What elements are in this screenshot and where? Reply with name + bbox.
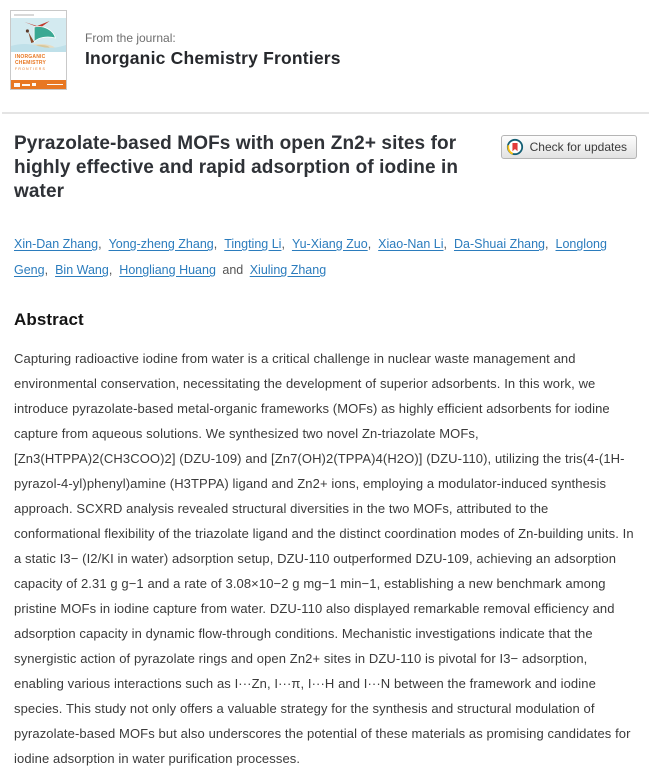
author-link[interactable]: Xin-Dan Zhang xyxy=(14,237,99,251)
author-separator: , xyxy=(213,237,218,251)
check-for-updates-button[interactable] xyxy=(501,135,637,159)
author-separator: , xyxy=(443,237,447,251)
journal-meta xyxy=(85,31,341,69)
journal-name-link[interactable]: Inorganic Chemistry Frontiers xyxy=(85,48,341,68)
journal-cover-thumbnail[interactable] xyxy=(10,10,67,90)
author-link[interactable]: Bin Wang xyxy=(55,263,109,277)
author-separator: , xyxy=(108,263,113,277)
from-journal-label: From the journal: xyxy=(85,31,176,45)
article-title: Pyrazolate-based MOFs with open Zn2+ sites for highly effective and rapid adsorption of iodine in water xyxy=(14,133,459,202)
crossmark-icon xyxy=(506,138,524,156)
author-link[interactable]: Xiuling Zhang xyxy=(249,263,327,277)
author-link[interactable]: Yong-zheng Zhang xyxy=(108,237,214,251)
author-separator: , xyxy=(545,237,549,251)
check-for-updates-label: Check for updates xyxy=(529,140,627,154)
cover-subtitle: FRONTIERS xyxy=(15,67,47,71)
article-main xyxy=(0,132,651,771)
author-separator: , xyxy=(281,237,285,251)
author-separator: , xyxy=(98,237,102,251)
author-link[interactable]: Hongliang Huang xyxy=(119,263,216,277)
cover-artwork xyxy=(11,18,66,52)
cover-publisher-band xyxy=(11,80,66,89)
author-conjunction: and xyxy=(218,263,247,277)
abstract-heading: Abstract xyxy=(14,310,84,329)
title-row xyxy=(14,132,637,204)
author-list xyxy=(14,231,634,283)
author-separator: , xyxy=(367,237,372,251)
author-link[interactable]: Yu-Xiang Zuo xyxy=(291,237,368,251)
author-link[interactable]: Da-Shuai Zhang xyxy=(453,237,546,251)
author-link[interactable]: Xiao-Nan Li xyxy=(378,237,444,251)
journal-header xyxy=(0,0,651,112)
abstract-text: Capturing radioactive iodine from water is a critical challenge in nuclear waste management and environmental conservation, necessitating the development of superior adsorbents. In this work, we introduce pyrazolate-based metal-organic frameworks (MOFs) as highly efficient adsorbents for iodine capture from aqueous solutions. We synthesized two novel Zn-triazolate MOFs, [Zn3(HTPPA)2(CH3COO)2] (DZU-109) and [Zn7(OH)2(TPPA)4(H2O)] (DZU-110), utilizing the tris(4-(1H-pyrazol-4-yl)phenyl)amine (H3TPPA) ligand and Zn2+ ions, employing a modulator-induced synthesis approach. SCXRD analysis revealed structural diversities in the two MOFs, attributed to the conformational flexibility of the triazolate ligand and the distinct coordination modes of Zn-building units. In a static I3− (I2/KI in water) adsorption setup, DZU-110 outperformed DZU-109, achieving an adsorption capacity of 2.31 g g−1 and a rate of 3.08×10−2 g mg−1 min−1, establishing a new benchmark among pristine MOFs in iodine capture from water. DZU-110 also displayed remarkable removal efficiency and adsorption capacity in dynamic flow-through conditions. Mechanistic investigations indicate that the synergistic action of pyrazolate rings and open Zn2+ sites in DZU-110 is pivotal for I3− adsorption, enabling various interactions such as I···Zn, I···π, I···H and I···N between the framework and iodine species. This study not only offers a valuable strategy for the synthesis and structural modulation of pyrazolate-based MOFs but also underscores the potential of these materials as promising candidates for iodine adsorption in water purification processes. xyxy=(14,351,634,766)
cover-masthead xyxy=(11,11,66,18)
author-separator: , xyxy=(44,263,49,277)
cover-title: INORGANIC CHEMISTRY xyxy=(15,54,47,66)
author-link[interactable]: Longlong Geng xyxy=(14,237,607,277)
author-link[interactable]: Tingting Li xyxy=(224,237,282,251)
header-divider xyxy=(2,112,649,114)
